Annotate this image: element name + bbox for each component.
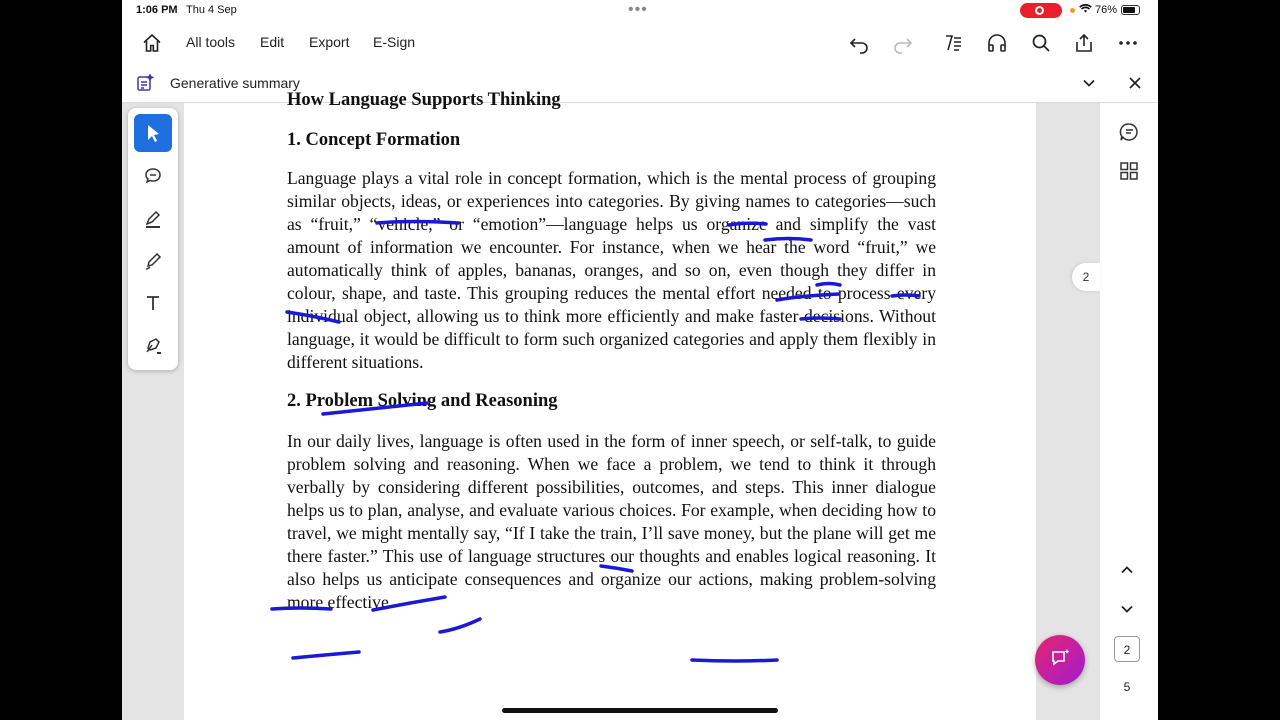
thumbnails-grid-icon[interactable]: [1118, 160, 1140, 182]
read-aloud-icon[interactable]: [942, 32, 964, 54]
current-page-box[interactable]: 2: [1114, 636, 1140, 662]
home-indicator[interactable]: [502, 708, 778, 713]
ai-chat-icon: [1049, 647, 1071, 674]
chevron-down-page-icon[interactable]: [1118, 600, 1136, 618]
text-icon[interactable]: [134, 284, 172, 322]
summary-ai-icon: [136, 74, 154, 92]
section-2-heading: 2. Problem Solving and Reasoning: [287, 391, 558, 411]
right-rail: [1100, 103, 1158, 720]
menu-e-sign[interactable]: E-Sign: [373, 34, 416, 50]
select-cursor-icon[interactable]: [134, 114, 172, 152]
total-pages: 5: [1123, 680, 1131, 694]
comment-icon[interactable]: [134, 157, 172, 195]
redo-icon[interactable]: [892, 32, 914, 54]
ai-assistant-icon[interactable]: [1118, 121, 1140, 143]
more-options-icon[interactable]: [1117, 32, 1139, 54]
section-1-paragraph: Language plays a vital role in concept formation, which is the mental process of grouping similar objects, ideas, or experiences into categories. By giving names to categories—such as “fruit,” “vehicle,” or “emotion”—language helps us organize and simplify the vast amount of information we encounter. For instance, when we hear the word “fruit,” we automatically think of apples, bananas, oranges, and so on, even though they differ in colour, shape, and taste. This grouping reduces the mental effort needed to process every individual object, allowing us to think more efficiently and make faster decisions. Without language, it would be difficult to form such organized categories and apply them flexibly in different situations.: [287, 168, 936, 372]
status-time: 1:06 PM: [136, 4, 178, 16]
battery-icon: [1121, 5, 1140, 15]
menu-export[interactable]: Export: [309, 34, 350, 50]
document-content: [287, 87, 936, 614]
summary-title: Generative summary: [170, 75, 300, 91]
ink-underline: [440, 619, 480, 632]
section-1-heading: 1. Concept Formation: [287, 130, 461, 150]
headphones-icon[interactable]: [986, 32, 1008, 54]
search-icon[interactable]: [1030, 32, 1052, 54]
menu-all-tools[interactable]: All tools: [186, 34, 236, 50]
mic-indicator-icon: [1070, 8, 1075, 13]
app-screen: [122, 0, 1158, 720]
top-heading: How Language Supports Thinking: [287, 90, 561, 110]
draw-pen-icon[interactable]: [134, 242, 172, 280]
ai-chat-fab[interactable]: [1035, 635, 1085, 685]
section-2-paragraph: In our daily lives, language is often used in the form of inner speech, or self-talk, to guide problem solving and reasoning. When we face a problem, we tend to think it through verbally by considering different possibilities, outcomes, and steps. This inner dialogue helps us to plan, analyse, and evaluate various choices. For example, when deciding how to travel, we might mentally say, “If I take the train, I’ll save money, but the plane will get me there faster.” This use of language structures our thoughts and enables logical reasoning. It also helps us anticipate consequences and organize our actions, making problem-solving more effective.: [287, 431, 936, 612]
highlight-pen-icon[interactable]: [134, 200, 172, 238]
home-icon[interactable]: [141, 32, 163, 54]
screen-recording-icon[interactable]: [1020, 3, 1062, 18]
close-icon[interactable]: [1126, 74, 1144, 92]
annotation-tools-panel: [128, 108, 178, 370]
sign-pen-icon[interactable]: [134, 326, 172, 364]
status-date: Thu 4 Sep: [186, 4, 237, 16]
ink-underline: [692, 660, 777, 661]
chevron-down-icon[interactable]: [1080, 74, 1098, 92]
chevron-up-icon[interactable]: [1118, 561, 1136, 579]
wifi-icon: [1079, 2, 1092, 17]
pdf-page[interactable]: [184, 90, 1036, 720]
battery-percent: 76%: [1095, 4, 1118, 16]
menu-edit[interactable]: Edit: [260, 34, 285, 50]
top-toolbar: [122, 22, 1158, 65]
page-indicator-tab[interactable]: 2: [1072, 263, 1100, 291]
ink-underline: [293, 652, 359, 658]
status-bar: [122, 0, 1158, 22]
document-canvas[interactable]: [122, 90, 1158, 720]
multitask-dots-icon[interactable]: •••: [628, 1, 648, 18]
undo-icon[interactable]: [848, 32, 870, 54]
share-icon[interactable]: [1073, 32, 1095, 54]
